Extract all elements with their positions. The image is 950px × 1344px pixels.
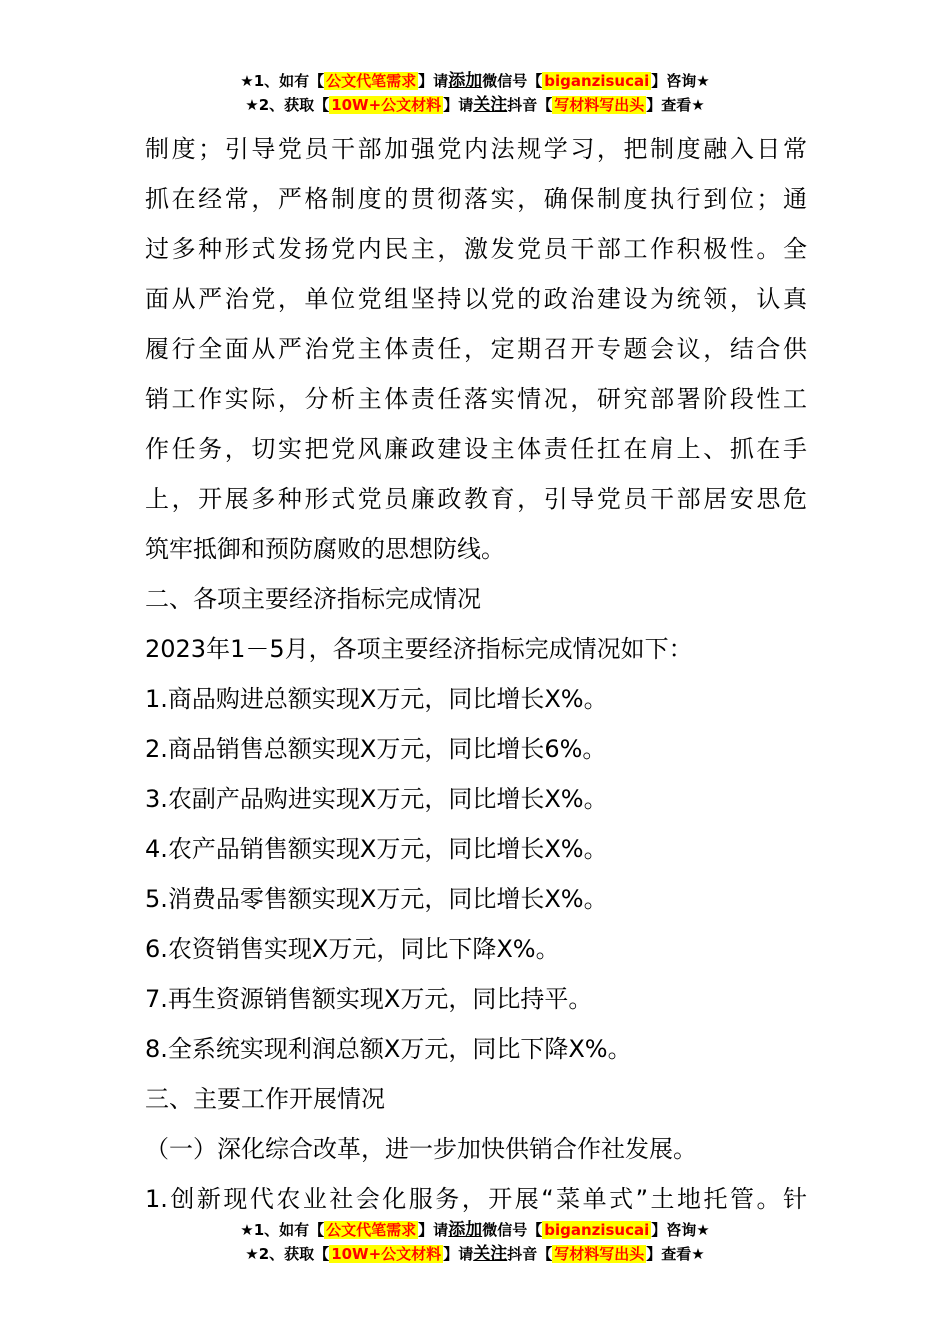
- banner-text: 微信号【: [482, 1221, 543, 1239]
- banner-highlight: 公文代笔需求: [326, 72, 417, 90]
- bottom-banner: [0, 1219, 950, 1267]
- indicator-item: 4.农产品销售额实现X万元，同比增长X%。: [145, 835, 608, 863]
- banner-text: 抖音【: [507, 1245, 553, 1263]
- indicator-item: 2.商品销售总额实现X万元，同比增长6%。: [145, 735, 607, 763]
- banner-emphasis: 关注: [473, 1244, 508, 1264]
- indicator-item: 3.农副产品购进实现X万元，同比增长X%。: [145, 785, 608, 813]
- top-banner: [0, 70, 950, 118]
- body-line: 抓在经常，严格制度的贯彻落实，确保制度执行到位；通: [145, 185, 807, 213]
- body-line: 销工作实际，分析主体责任落实情况，研究部署阶段性工: [145, 385, 807, 413]
- body-line: 制度；引导党员干部加强党内法规学习，把制度融入日常: [145, 135, 807, 163]
- banner-highlight: 写材料写出头: [554, 1245, 645, 1263]
- banner-text: ★1、如有【: [240, 1221, 325, 1239]
- document-body: [145, 124, 807, 1224]
- banner-text: 】咨询★: [651, 72, 710, 90]
- banner-text: 】咨询★: [651, 1221, 710, 1239]
- body-line: 面从严治党，单位党组坚持以党的政治建设为统领，认真: [145, 285, 807, 313]
- body-line: 作任务，切实把党风廉政建设主体责任扛在肩上、抓在手: [145, 435, 807, 463]
- section-heading-3: 三、主要工作开展情况: [145, 1085, 385, 1113]
- banner-text: 抖音【: [507, 96, 553, 114]
- body-line: 过多种形式发扬党内民主，激发党员干部工作积极性。全: [145, 235, 807, 263]
- indicator-item: 6.农资销售实现X万元，同比下降X%。: [145, 935, 560, 963]
- banner-text: 】请: [443, 96, 474, 114]
- banner-text: 微信号【: [482, 72, 543, 90]
- banner-highlight: biganzisucai: [544, 72, 650, 90]
- banner-text: 】请: [418, 1221, 449, 1239]
- banner-highlight: 10W+公文材料: [331, 96, 442, 114]
- indicator-intro: 2023年1－5月，各项主要经济指标完成情况如下：: [145, 635, 693, 663]
- subsection-heading: （一）深化综合改革，进一步加快供销合作社发展。: [145, 1135, 697, 1163]
- banner-text: 】请: [418, 72, 449, 90]
- banner-emphasis: 添加: [448, 71, 483, 91]
- banner-emphasis: 关注: [473, 95, 508, 115]
- indicator-item: 1.商品购进总额实现X万元，同比增长X%。: [145, 685, 608, 713]
- banner-line-1: [0, 70, 950, 94]
- banner-text: ★2、获取【: [245, 1245, 330, 1263]
- indicator-item: 8.全系统实现利润总额X万元，同比下降X%。: [145, 1035, 632, 1063]
- indicator-item: 7.再生资源销售额实现X万元，同比持平。: [145, 985, 593, 1013]
- banner-text: 】请: [443, 1245, 474, 1263]
- section-heading-2: 二、各项主要经济指标完成情况: [145, 585, 481, 613]
- banner-text: 】查看★: [646, 1245, 705, 1263]
- body-line: 上，开展多种形式党员廉政教育，引导党员干部居安思危: [145, 485, 807, 513]
- banner-text: 】查看★: [646, 96, 705, 114]
- banner-text: ★1、如有【: [240, 72, 325, 90]
- banner-highlight: 公文代笔需求: [326, 1221, 417, 1239]
- banner-line-2: [0, 94, 950, 118]
- banner-highlight: 写材料写出头: [554, 96, 645, 114]
- indicator-item: 5.消费品零售额实现X万元，同比增长X%。: [145, 885, 608, 913]
- banner-highlight: biganzisucai: [544, 1221, 650, 1239]
- banner-line-1: [0, 1219, 950, 1243]
- body-line: 筑牢抵御和预防腐败的思想防线。: [145, 535, 505, 563]
- body-line: 履行全面从严治党主体责任，定期召开专题会议，结合供: [145, 335, 807, 363]
- banner-emphasis: 添加: [448, 1220, 483, 1240]
- banner-highlight: 10W+公文材料: [331, 1245, 442, 1263]
- body-line: 1.创新现代农业社会化服务，开展“菜单式”土地托管。针: [145, 1185, 807, 1213]
- banner-text: ★2、获取【: [245, 96, 330, 114]
- banner-line-2: [0, 1243, 950, 1267]
